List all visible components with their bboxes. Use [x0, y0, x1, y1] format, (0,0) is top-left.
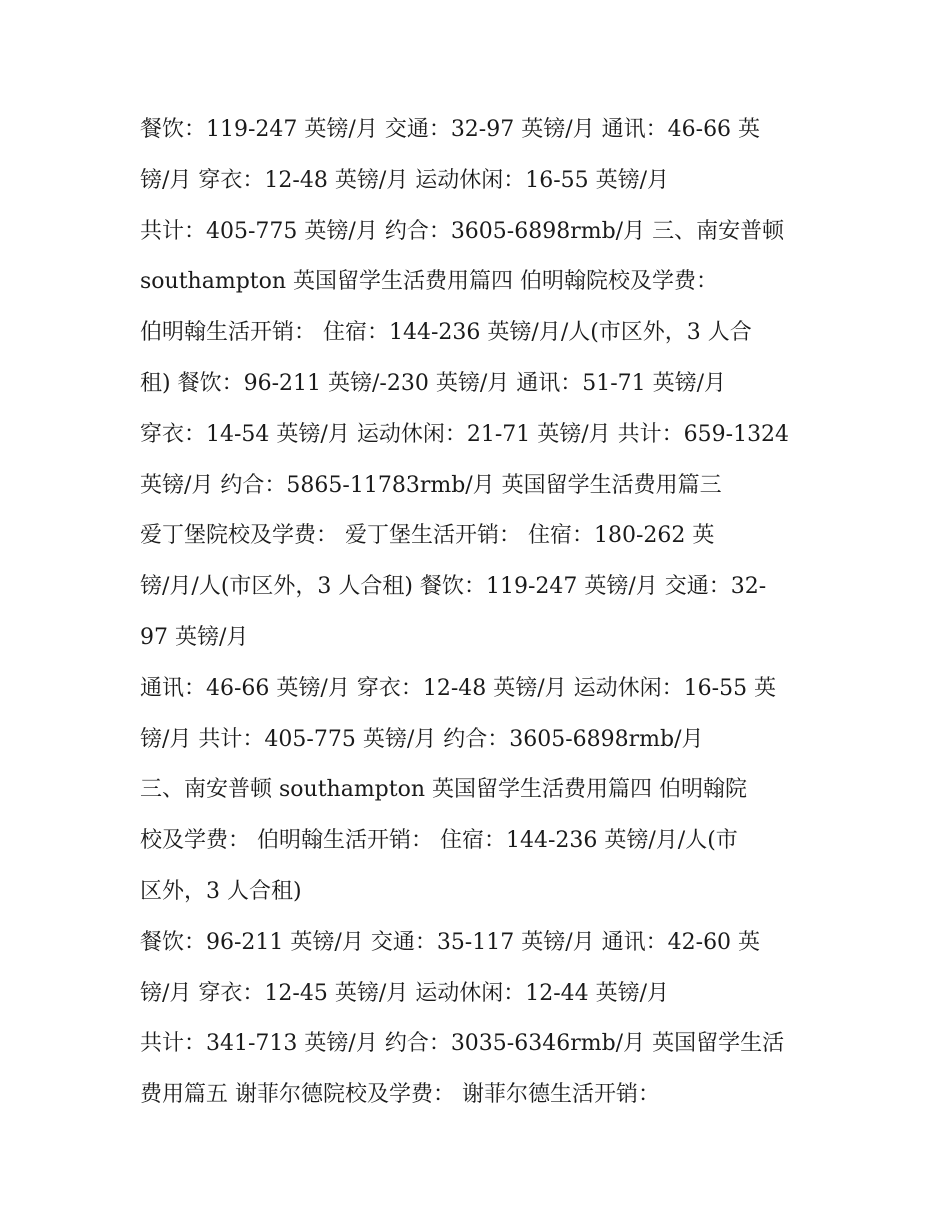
text-line: 英镑/月 约合：5865-11783rmb/月 英国留学生活费用篇三 [140, 472, 722, 498]
text-line: 校及学费： 伯明翰生活开销： 住宿：144-236 英镑/月/人(市 [140, 828, 738, 854]
text-line: 爱丁堡院校及学费： 爱丁堡生活开销： 住宿：180-262 英 [140, 523, 715, 549]
text-line: 区外，3 人合租) [140, 878, 302, 904]
text-line: 共计：341-713 英镑/月 约合：3035-6346rmb/月 英国留学生活 [140, 1031, 785, 1057]
text-line: 餐饮：119-247 英镑/月 交通：32-97 英镑/月 通讯：46-66 英 [140, 117, 761, 142]
text-line: 共计：405-775 英镑/月 约合：3605-6898rmb/月 三、南安普顿 [140, 218, 785, 244]
body-text [140, 108, 820, 1124]
text-line: 镑/月 共计：405-775 英镑/月 约合：3605-6898rmb/月 [140, 726, 704, 752]
text-line: 费用篇五 谢菲尔德院校及学费： 谢菲尔德生活开销： [140, 1082, 660, 1108]
text-line: 餐饮：96-211 英镑/月 交通：35-117 英镑/月 通讯：42-60 英 [140, 929, 761, 955]
text-line: 租) 餐饮：96-211 英镑/-230 英镑/月 通讯：51-71 英镑/月 [140, 370, 727, 396]
text-line: 三、南安普顿 southampton 英国留学生活费用篇四 伯明翰院 [140, 777, 748, 803]
text-line: 通讯：46-66 英镑/月 穿衣：12-48 英镑/月 运动休闲：16-55 英 [140, 675, 777, 701]
text-line: 97 英镑/月 [140, 624, 249, 650]
text-line: 伯明翰生活开销： 住宿：144-236 英镑/月/人(市区外，3 人合 [140, 320, 752, 346]
text-line: 穿衣：14-54 英镑/月 运动休闲：21-71 英镑/月 共计：659-1324 [140, 421, 790, 447]
text-line: 镑/月 穿衣：12-45 英镑/月 运动休闲：12-44 英镑/月 [140, 980, 670, 1006]
text-line: 镑/月/人(市区外，3 人合租) 餐饮：119-247 英镑/月 交通：32- [140, 574, 767, 600]
text-line: southampton 英国留学生活费用篇四 伯明翰院校及学费： [140, 269, 719, 295]
text-line: 镑/月 穿衣：12-48 英镑/月 运动休闲：16-55 英镑/月 [140, 167, 670, 193]
